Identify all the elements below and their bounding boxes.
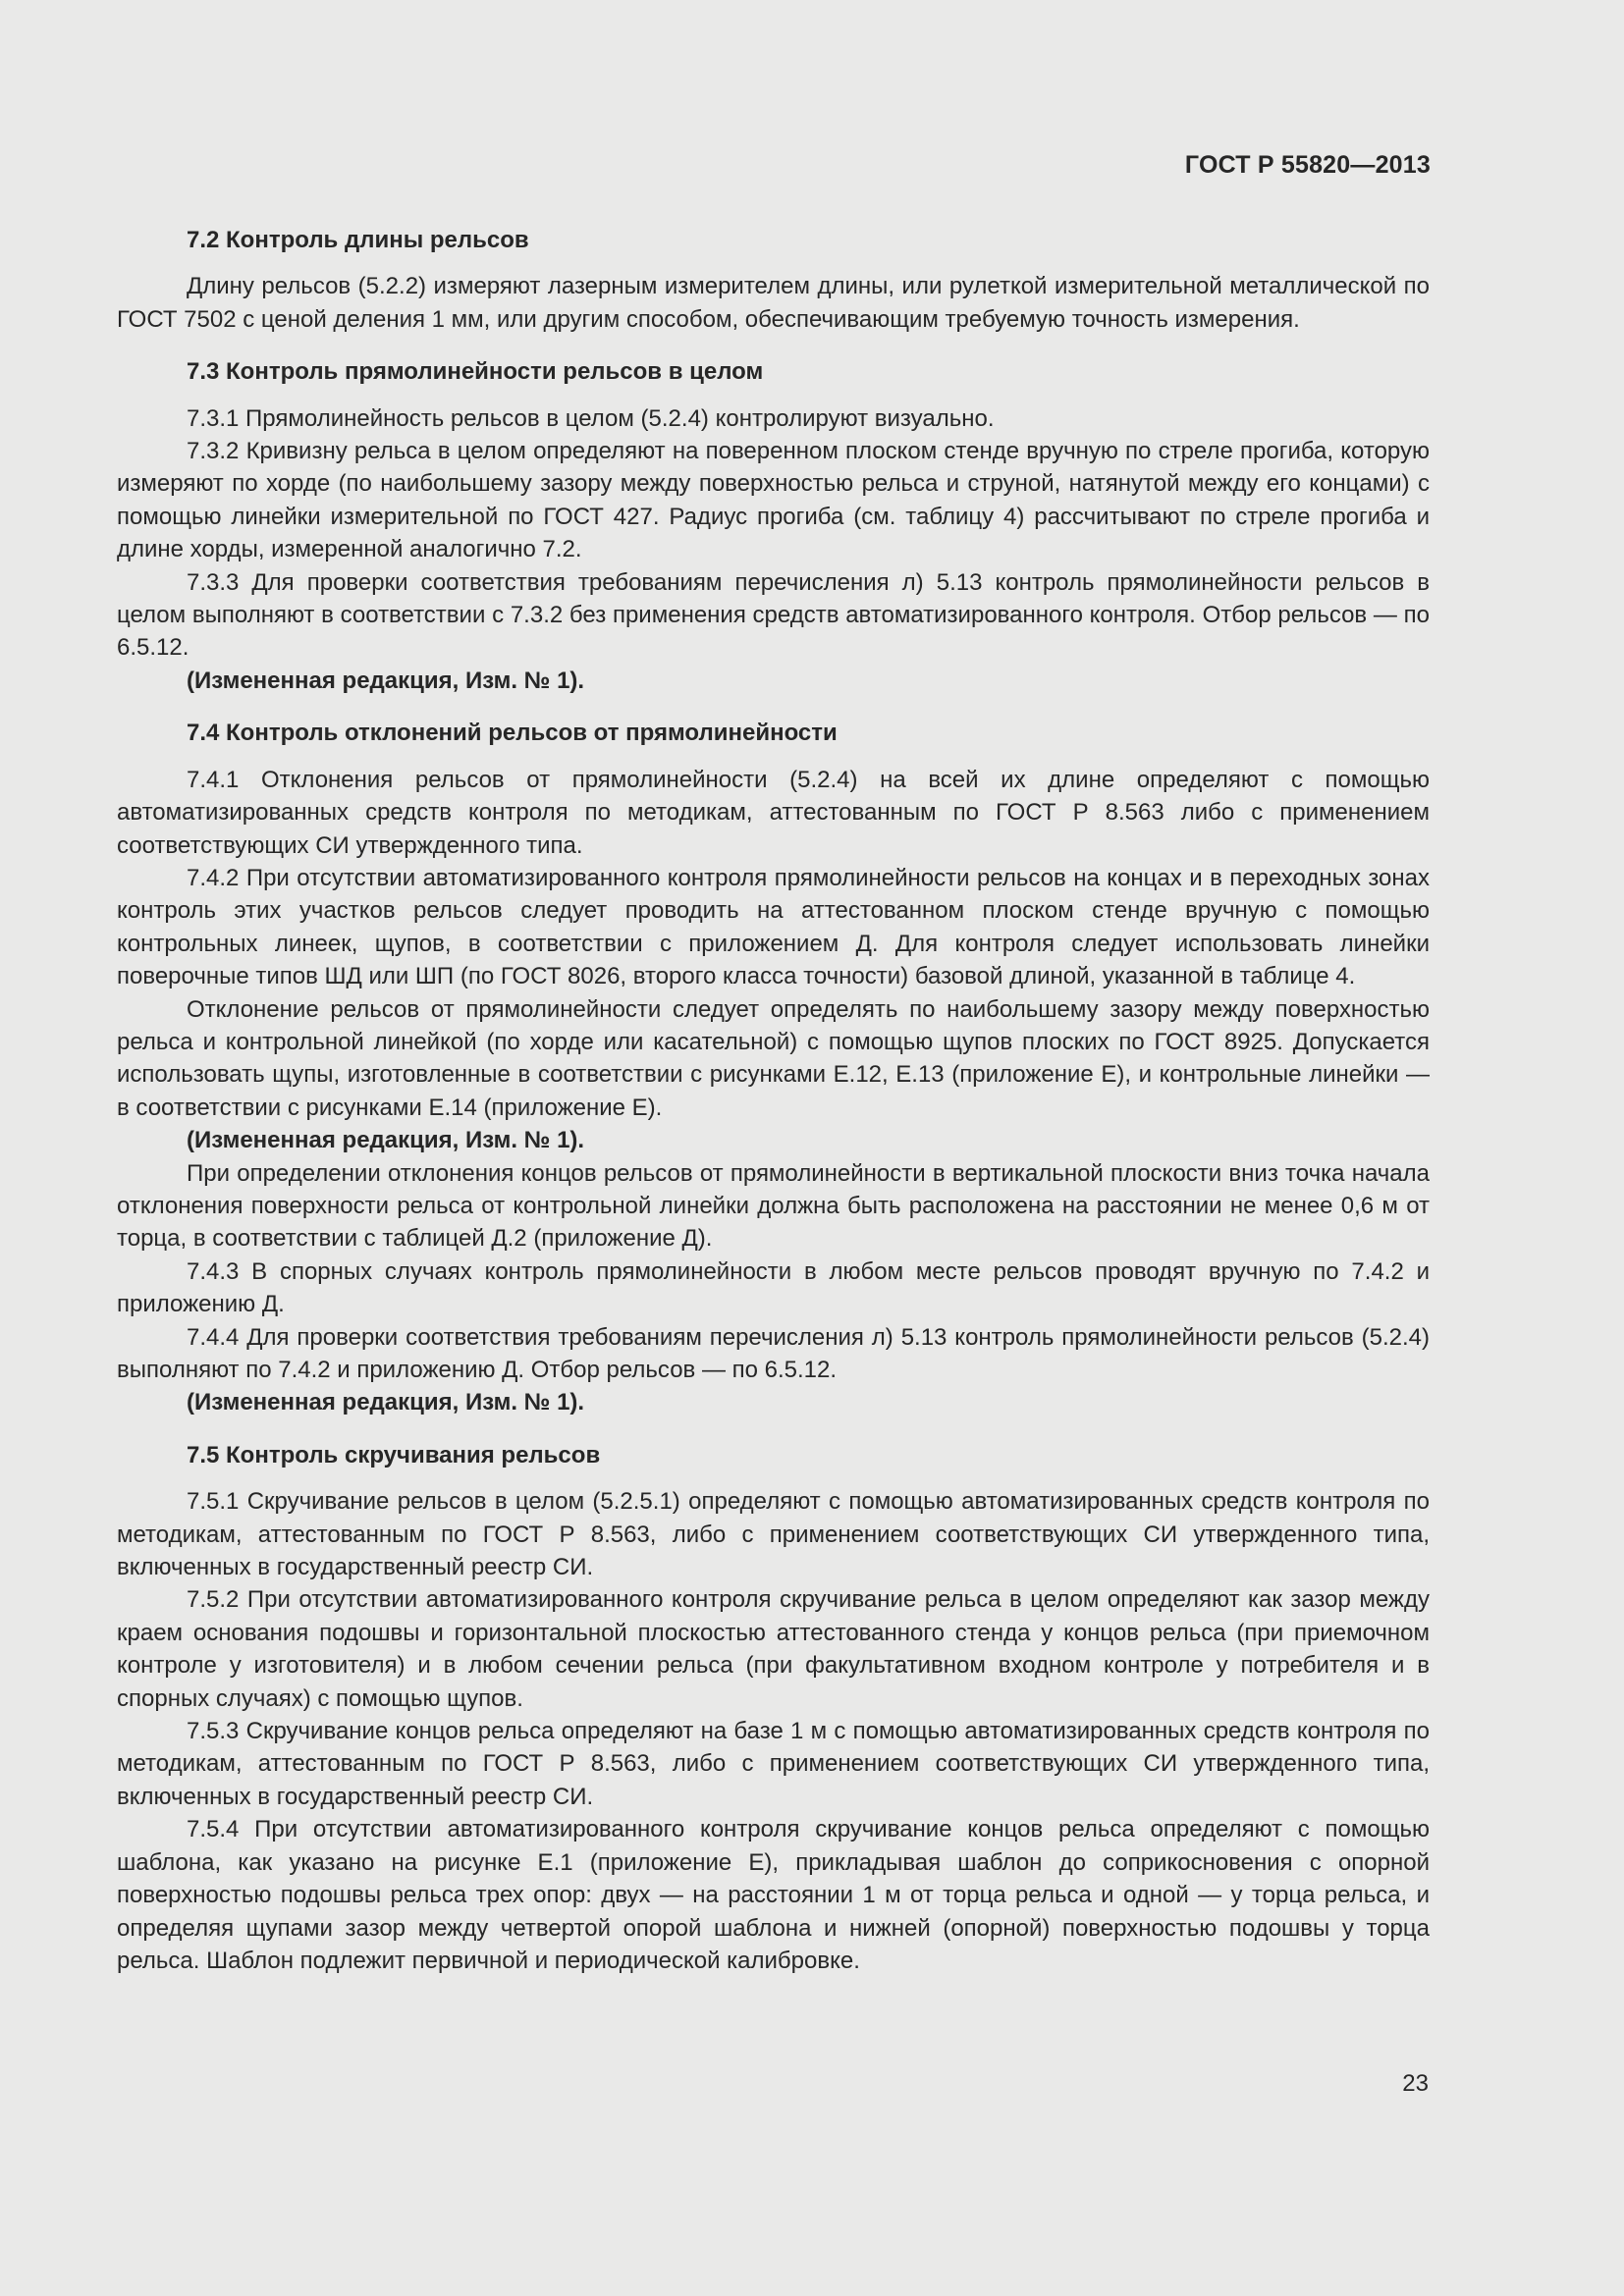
section-heading: 7.4 Контроль отклонений рельсов от прямолинейности bbox=[187, 720, 838, 747]
paragraph: 7.3.3 Для проверки соответствия требованиям перечисления л) 5.13 контроль прямолинейности рельсов в целом выполняют в соответствии с 7.3.2 без применения средств автоматизированного контроля. Отбор рельсов — по 6.5.12. bbox=[117, 568, 1430, 662]
paragraph: 7.5.1 Скручивание рельсов в целом (5.2.5.1) определяют с помощью автоматизированных средств контроля по методикам, аттестованным по ГОСТ Р 8.563, либо с применением соответствующих СИ утвержденного типа, включенных в государственный реестр СИ. bbox=[117, 1488, 1430, 1581]
paragraph: 7.4.1 Отклонения рельсов от прямолинейности (5.2.4) на всей их длине определяют с помощью автоматизированных средств контроля по методикам, аттестованным по ГОСТ Р 8.563 либо с применением соответствующих СИ утвержденного типа. bbox=[117, 766, 1430, 859]
document-code: ГОСТ Р 55820—2013 bbox=[1184, 151, 1431, 179]
paragraph: 7.3.1 Прямолинейность рельсов в целом (5.2.4) контролируют визуально. bbox=[187, 404, 995, 432]
paragraph: 7.3.2 Кривизну рельса в целом определяют на поверенном плоском стенде вручную по стреле прогиба, которую измеряют по хорде (по наибольшему зазору между поверхностью рельса и струной, натянутой между его концами) с помощью линейки измерительной по ГОСТ 427. Радиус прогиба (см. таблицу 4) рассчитывают по стреле прогиба и длине хорды, измеренной аналогично 7.2. bbox=[117, 438, 1430, 563]
paragraph: Отклонение рельсов от прямолинейности следует определять по наибольшему зазору между поверхностью рельса и контрольной линейкой (по хорде или касательной) с помощью щупов плоских по ГОСТ 8925. Допускается использовать щупы, изготовленные в соответствии с рисунками Е.12, Е.13 (приложение Е), и контрольные линейки — в соответствии с рисунками Е.14 (приложение Е). bbox=[117, 995, 1430, 1121]
document-body bbox=[117, 224, 1430, 1977]
paragraph: 7.5.2 При отсутствии автоматизированного контроля скручивание рельса в целом определяют как зазор между краем основания подошвы и горизонтальной плоскостью аттестованного стенда у концов рельса (при приемочном контроле у изготовителя) и в любом сечении рельса (при факультативном входном контроле у потребителя и в спорных случаях) с помощью щупов. bbox=[117, 1586, 1430, 1712]
amendment-note: (Измененная редакция, Изм. № 1). bbox=[187, 1127, 585, 1154]
paragraph: 7.5.4 При отсутствии автоматизированного контроля скручивание концов рельса определяют с помощью шаблона, как указано на рисунке Е.1 (приложение Е), прикладывая шаблон до соприкосновения с опорной поверхностью подошвы рельса трех опор: двух — на расстоянии 1 м от торца рельса и одной — у торца рельса, и определяя щупами зазор между четвертой опорой шаблона и нижней (опорной) поверхностью подошвы у торца рельса. Шаблон подлежит первичной и периодической калибровке. bbox=[117, 1816, 1430, 1974]
paragraph: 7.4.3 В спорных случаях контроль прямолинейности в любом месте рельсов проводят вручную по 7.4.2 и приложению Д. bbox=[117, 1257, 1430, 1318]
page-number: 23 bbox=[1402, 2070, 1429, 2097]
paragraph: Длину рельсов (5.2.2) измеряют лазерным измерителем длины, или рулеткой измерительной металлической по ГОСТ 7502 с ценой деления 1 мм, или другим способом, обеспечивающим требуемую точность измерения. bbox=[117, 273, 1430, 333]
amendment-note: (Измененная редакция, Изм. № 1). bbox=[187, 1389, 585, 1416]
paragraph: 7.4.4 Для проверки соответствия требованиям перечисления л) 5.13 контроль прямолинейности рельсов (5.2.4) выполняют по 7.4.2 и приложению Д. Отбор рельсов — по 6.5.12. bbox=[117, 1323, 1430, 1383]
paragraph: 7.5.3 Скручивание концов рельса определяют на базе 1 м с помощью автоматизированных средств контроля по методикам, аттестованным по ГОСТ Р 8.563, либо с применением соответствующих СИ утвержденного типа, включенных в государственный реестр СИ. bbox=[117, 1718, 1430, 1810]
section-heading: 7.3 Контроль прямолинейности рельсов в целом bbox=[187, 358, 764, 386]
paragraph: 7.4.2 При отсутствии автоматизированного контроля прямолинейности рельсов на концах и в переходных зонах контроль этих участков рельсов следует проводить на аттестованном плоском стенде вручную с помощью контрольных линеек, щупов, в соответствии с приложением Д. Для контроля следует использовать линейки поверочные типов ШД или ШП (по ГОСТ 8026, второго класса точности) базовой длиной, указанной в таблице 4. bbox=[117, 864, 1430, 990]
amendment-note: (Измененная редакция, Изм. № 1). bbox=[187, 667, 585, 694]
section-heading: 7.5 Контроль скручивания рельсов bbox=[187, 1441, 601, 1468]
paragraph: При определении отклонения концов рельсов от прямолинейности в вертикальной плоскости вниз точка начала отклонения поверхности рельса от контрольной линейки должна быть расположена на расстоянии не менее 0,6 м от торца, в соответствии с таблицей Д.2 (приложение Д). bbox=[117, 1159, 1430, 1253]
section-heading: 7.2 Контроль длины рельсов bbox=[187, 227, 529, 253]
